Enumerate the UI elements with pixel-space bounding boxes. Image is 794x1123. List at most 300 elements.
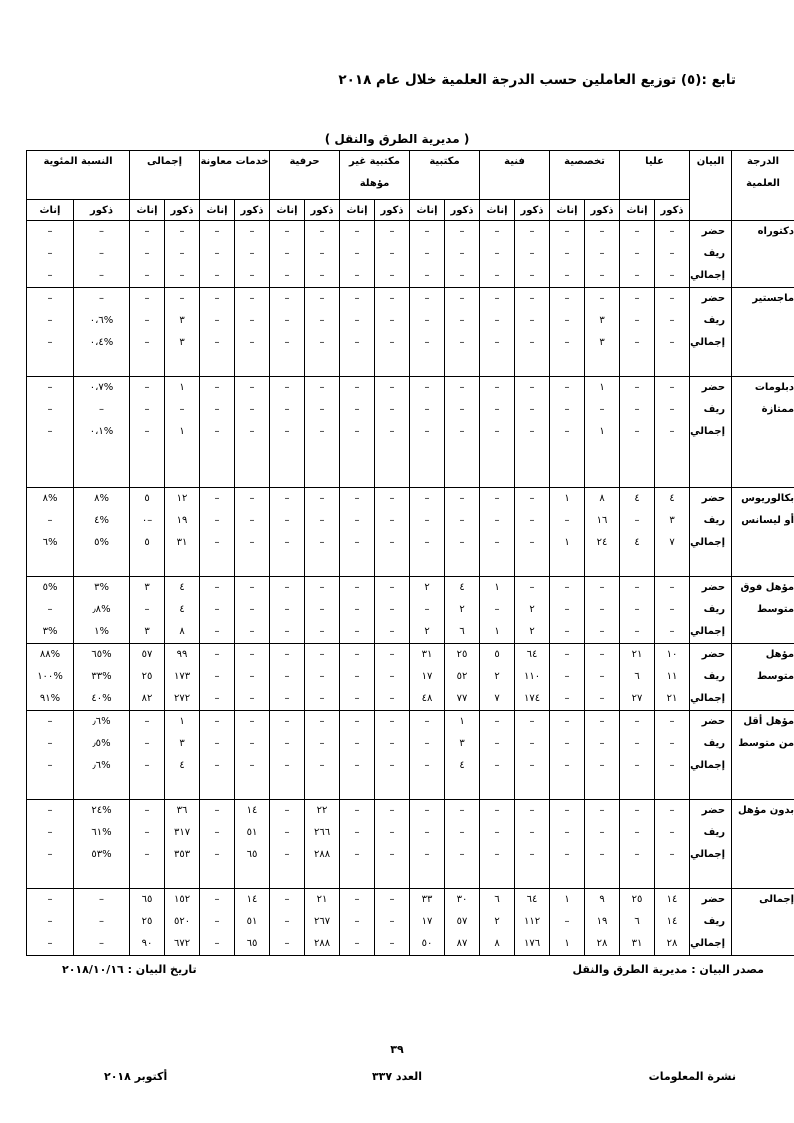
- cell-value: ٢: [459, 604, 465, 615]
- cell-value: –: [144, 226, 150, 237]
- value-cell: [130, 288, 165, 377]
- cell-value: –: [529, 515, 535, 526]
- cell-value: ١: [494, 626, 500, 637]
- table-row: [27, 800, 794, 889]
- group-header-row: [27, 151, 794, 200]
- cell-value: –: [634, 270, 640, 281]
- value-cell: [305, 288, 340, 377]
- cell-value: ٣: [599, 315, 605, 326]
- area-label: إجمالي: [690, 760, 726, 771]
- cell-value: –: [284, 827, 290, 838]
- value-cell: [620, 711, 655, 800]
- value-cell: [340, 644, 375, 711]
- value-cell: [620, 577, 655, 644]
- value-cell: [130, 488, 165, 577]
- cell-value: –: [284, 248, 290, 259]
- cell-value: –: [389, 337, 395, 348]
- female-header: إناث: [620, 200, 655, 221]
- value-cell: [270, 711, 305, 800]
- male-header: ذكور: [445, 200, 480, 221]
- cell-value: –: [354, 649, 360, 660]
- area-label: إجمالي: [690, 849, 726, 860]
- cell-value: –: [459, 315, 465, 326]
- cell-value: –: [529, 805, 535, 816]
- cell-value: –: [284, 760, 290, 771]
- cell-value: ٤: [459, 582, 465, 593]
- cell-value: –: [564, 270, 570, 281]
- cell-value: –: [424, 827, 430, 838]
- cell-value: –: [564, 337, 570, 348]
- cell-value: –: [354, 827, 360, 838]
- value-cell: [305, 377, 340, 488]
- group-header: عليا: [620, 151, 690, 200]
- female-header: إناث: [480, 200, 515, 221]
- cell-value: ٢٥: [141, 671, 153, 682]
- value-cell: [480, 889, 515, 956]
- cell-value: –: [564, 404, 570, 415]
- cell-value: –: [354, 894, 360, 905]
- cell-value: –: [529, 293, 535, 304]
- cell-value: ١: [564, 493, 570, 504]
- cell-value: ٧: [494, 693, 500, 704]
- cell-value: –: [669, 337, 675, 348]
- cell-value: ١٧: [421, 916, 433, 927]
- cell-value: –: [47, 716, 53, 727]
- cell-value: ١٤: [246, 805, 258, 816]
- degree-cell: ماجستير: [732, 288, 794, 377]
- cell-value: –: [599, 716, 605, 727]
- value-cell: [27, 288, 74, 377]
- cell-value: –: [564, 805, 570, 816]
- cell-value: –: [249, 293, 255, 304]
- cell-value: –: [319, 671, 325, 682]
- male-header: ذكور: [515, 200, 550, 221]
- value-cell: [445, 377, 480, 488]
- cell-value: ٢٥: [631, 894, 643, 905]
- cell-value: –: [354, 604, 360, 615]
- cell-value: –: [144, 404, 150, 415]
- value-cell: [550, 711, 585, 800]
- cell-value: –: [494, 293, 500, 304]
- cell-value: –: [144, 760, 150, 771]
- employees-table: [26, 150, 794, 956]
- area-label: حضر: [701, 805, 726, 816]
- cell-value: –: [389, 404, 395, 415]
- cell-value: –: [669, 226, 675, 237]
- page-number: ٣٩: [390, 1043, 404, 1056]
- value-cell: [585, 488, 620, 577]
- area-label: حضر: [701, 493, 726, 504]
- value-cell: [200, 800, 235, 889]
- cell-value: –: [284, 382, 290, 393]
- cell-value: –: [389, 693, 395, 704]
- cell-value: ١٧٤: [523, 693, 541, 704]
- cell-value: –: [284, 337, 290, 348]
- area-cell: [690, 377, 732, 488]
- cell-value: –: [634, 337, 640, 348]
- cell-value: –: [669, 760, 675, 771]
- value-cell: [550, 644, 585, 711]
- cell-value: –: [389, 916, 395, 927]
- cell-value: –: [424, 404, 430, 415]
- cell-value: %٥: [94, 537, 109, 548]
- cell-value: ٢٧٢: [173, 693, 191, 704]
- cell-value: –: [599, 404, 605, 415]
- cell-value: –: [494, 827, 500, 838]
- table-row: [27, 889, 794, 956]
- area-label: ريف: [703, 515, 726, 526]
- value-cell: [445, 221, 480, 288]
- value-cell: [74, 221, 130, 288]
- value-cell: [340, 288, 375, 377]
- area-label: حضر: [701, 894, 726, 905]
- cell-value: ٣: [144, 626, 150, 637]
- cell-value: –: [47, 426, 53, 437]
- cell-value: –: [529, 716, 535, 727]
- cell-value: ١٥٢: [173, 894, 191, 905]
- cell-value: %٣: [42, 626, 58, 637]
- cell-value: –: [354, 337, 360, 348]
- value-cell: [585, 377, 620, 488]
- cell-value: –: [634, 426, 640, 437]
- cell-value: ٥٢: [456, 671, 468, 682]
- cell-value: –: [99, 293, 105, 304]
- cell-value: –: [319, 226, 325, 237]
- cell-value: ٢٥: [456, 649, 468, 660]
- cell-value: –: [284, 582, 290, 593]
- cell-value: –: [529, 382, 535, 393]
- cell-value: –: [144, 248, 150, 259]
- value-cell: [165, 711, 200, 800]
- cell-value: –: [389, 315, 395, 326]
- value-cell: [270, 377, 305, 488]
- degree-cell: مؤهل متوسط: [732, 644, 794, 711]
- value-cell: [130, 800, 165, 889]
- cell-value: ٥٧: [456, 916, 468, 927]
- value-cell: [655, 221, 690, 288]
- cell-value: –: [634, 315, 640, 326]
- cell-value: ١٩: [176, 515, 188, 526]
- value-cell: [410, 644, 445, 711]
- cell-value: –: [319, 404, 325, 415]
- group-header: مكتبية غير مؤهلة: [340, 151, 410, 200]
- cell-value: ٥: [144, 537, 150, 548]
- cell-value: –: [389, 626, 395, 637]
- cell-value: –: [564, 738, 570, 749]
- value-cell: [165, 221, 200, 288]
- cell-value: –: [47, 382, 53, 393]
- degree-header: الدرجة العلمية: [732, 151, 794, 221]
- value-cell: [550, 577, 585, 644]
- value-cell: [655, 488, 690, 577]
- value-cell: [375, 221, 410, 288]
- cell-value: ٢٥: [141, 916, 153, 927]
- cell-value: ٢٨: [596, 938, 608, 949]
- cell-value: –: [214, 805, 220, 816]
- cell-value: –: [389, 827, 395, 838]
- cell-value: –: [319, 738, 325, 749]
- value-cell: [130, 221, 165, 288]
- degree-cell: مؤهل فوق متوسط: [732, 577, 794, 644]
- cell-value: %١٠٠: [37, 671, 63, 682]
- value-cell: [480, 800, 515, 889]
- value-cell: [585, 577, 620, 644]
- cell-value: –: [564, 248, 570, 259]
- cell-value: –: [389, 226, 395, 237]
- cell-value: –: [599, 827, 605, 838]
- cell-value: ٥٢٠: [173, 916, 191, 927]
- cell-value: –: [319, 315, 325, 326]
- value-cell: [445, 711, 480, 800]
- area-cell: [690, 488, 732, 577]
- value-cell: [445, 644, 480, 711]
- cell-value: ٦: [634, 671, 640, 682]
- area-label: حضر: [701, 226, 726, 237]
- cell-value: –: [459, 493, 465, 504]
- cell-value: ٢٨٨: [313, 849, 331, 860]
- cell-value: ٥١: [246, 916, 258, 927]
- cell-value: ١: [494, 582, 500, 593]
- degree-cell: مؤهل أقل من متوسط: [732, 711, 794, 800]
- cell-value: –: [214, 493, 220, 504]
- cell-value: –: [319, 248, 325, 259]
- value-cell: [550, 221, 585, 288]
- cell-value: –: [459, 270, 465, 281]
- cell-value: ٢: [529, 604, 535, 615]
- area-cell: [690, 889, 732, 956]
- cell-value: ٣: [179, 315, 185, 326]
- cell-value: –: [389, 270, 395, 281]
- cell-value: –: [214, 582, 220, 593]
- cell-value: –: [319, 693, 325, 704]
- degree-cell: بدون مؤهل: [732, 800, 794, 889]
- cell-value: –: [599, 760, 605, 771]
- cell-value: –: [249, 716, 255, 727]
- cell-value: –: [564, 226, 570, 237]
- cell-value: ٥٧: [141, 649, 153, 660]
- cell-value: –: [669, 849, 675, 860]
- cell-value: –: [249, 738, 255, 749]
- female-header: إناث: [270, 200, 305, 221]
- cell-value: –: [284, 938, 290, 949]
- cell-value: –: [634, 582, 640, 593]
- cell-value: –: [599, 626, 605, 637]
- cell-value: –: [47, 738, 53, 749]
- cell-value: ١: [564, 938, 570, 949]
- area-label: ريف: [703, 671, 726, 682]
- cell-value: ٤: [669, 493, 675, 504]
- cell-value: –: [214, 404, 220, 415]
- value-cell: [515, 488, 550, 577]
- value-cell: [165, 488, 200, 577]
- cell-value: ٤٨: [421, 693, 433, 704]
- cell-value: –: [354, 515, 360, 526]
- cell-value: –: [284, 805, 290, 816]
- value-cell: [305, 221, 340, 288]
- cell-value: –: [564, 515, 570, 526]
- value-cell: [515, 711, 550, 800]
- cell-value: –: [319, 382, 325, 393]
- cell-value: –: [494, 537, 500, 548]
- cell-value: –: [144, 382, 150, 393]
- cell-value: –: [634, 716, 640, 727]
- cell-value: –: [214, 293, 220, 304]
- table-row: [27, 377, 794, 488]
- cell-value: –: [354, 849, 360, 860]
- cell-value: –: [669, 604, 675, 615]
- value-cell: [235, 488, 270, 577]
- value-cell: [305, 488, 340, 577]
- cell-value: –: [214, 226, 220, 237]
- cell-value: ١: [599, 426, 605, 437]
- male-header: ذكور: [585, 200, 620, 221]
- cell-value: –: [354, 382, 360, 393]
- value-cell: [410, 889, 445, 956]
- cell-value: ٩: [599, 894, 605, 905]
- area-label: ريف: [703, 404, 726, 415]
- cell-value: –: [284, 515, 290, 526]
- cell-value: –: [529, 827, 535, 838]
- cell-value: ١: [564, 537, 570, 548]
- cell-value: –: [634, 382, 640, 393]
- cell-value: %٩١: [39, 693, 61, 704]
- cell-value: –: [354, 693, 360, 704]
- cell-value: –: [319, 649, 325, 660]
- cell-value: –: [494, 716, 500, 727]
- area-cell: [690, 711, 732, 800]
- cell-value: %٨: [42, 493, 58, 504]
- cell-value: ٢٦٧: [313, 916, 331, 927]
- cell-value: –: [599, 805, 605, 816]
- cell-value: –: [214, 337, 220, 348]
- table-row: [27, 221, 794, 288]
- value-cell: [410, 800, 445, 889]
- cell-value: –: [599, 738, 605, 749]
- cell-value: ٣: [179, 337, 185, 348]
- value-cell: [585, 221, 620, 288]
- cell-value: –: [389, 716, 395, 727]
- value-cell: [620, 644, 655, 711]
- cell-value: –: [459, 337, 465, 348]
- cell-value: ٤: [179, 582, 185, 593]
- cell-value: –: [249, 626, 255, 637]
- cell-value: –: [249, 693, 255, 704]
- cell-value: –: [99, 938, 105, 949]
- cell-value: –: [354, 493, 360, 504]
- group-header: إجمالى: [130, 151, 200, 200]
- cell-value: –: [144, 716, 150, 727]
- cell-value: ٣: [599, 337, 605, 348]
- cell-value: –: [424, 515, 430, 526]
- cell-value: –: [459, 805, 465, 816]
- area-label: حضر: [701, 382, 726, 393]
- cell-value: ٣: [669, 515, 675, 526]
- cell-value: –: [214, 760, 220, 771]
- value-cell: [480, 288, 515, 377]
- cell-value: –: [47, 293, 53, 304]
- cell-value: –: [47, 938, 53, 949]
- cell-value: –: [249, 582, 255, 593]
- degree-cell: دكتوراه: [732, 221, 794, 288]
- cell-value: –: [284, 537, 290, 548]
- cell-value: –: [47, 270, 53, 281]
- cell-value: ٢٨٨: [313, 938, 331, 949]
- value-cell: [130, 577, 165, 644]
- cell-value: –: [249, 404, 255, 415]
- value-cell: [74, 889, 130, 956]
- cell-value: –: [459, 293, 465, 304]
- value-cell: [305, 577, 340, 644]
- value-cell: [74, 577, 130, 644]
- area-label: حضر: [701, 582, 726, 593]
- value-cell: [305, 644, 340, 711]
- cell-value: –: [319, 270, 325, 281]
- value-cell: [340, 377, 375, 488]
- cell-value: –: [249, 248, 255, 259]
- cell-value: –: [459, 849, 465, 860]
- cell-value: –: [529, 426, 535, 437]
- value-cell: [515, 800, 550, 889]
- cell-value: ١: [179, 426, 185, 437]
- cell-value: –: [214, 693, 220, 704]
- value-cell: [340, 711, 375, 800]
- value-cell: [445, 288, 480, 377]
- area-label: ريف: [703, 248, 726, 259]
- value-cell: [550, 889, 585, 956]
- cell-value: –: [214, 827, 220, 838]
- cell-value: ٤: [634, 493, 640, 504]
- cell-value: –: [319, 426, 325, 437]
- cell-value: –: [389, 582, 395, 593]
- cell-value: ٩٠: [141, 938, 153, 949]
- cell-value: ٢١: [666, 693, 678, 704]
- cell-value: –: [564, 426, 570, 437]
- value-cell: [585, 288, 620, 377]
- cell-value: –: [47, 916, 53, 927]
- cell-value: –: [424, 760, 430, 771]
- value-cell: [27, 577, 74, 644]
- cell-value: –: [424, 426, 430, 437]
- area-cell: [690, 800, 732, 889]
- cell-value: –: [144, 805, 150, 816]
- cell-value: –: [564, 626, 570, 637]
- cell-value: ٨: [179, 626, 185, 637]
- issue-month: أكتوبر ٢٠١٨: [104, 1070, 168, 1083]
- male-header: ذكور: [235, 200, 270, 221]
- cell-value: –: [354, 760, 360, 771]
- value-cell: [375, 889, 410, 956]
- value-cell: [585, 889, 620, 956]
- value-cell: [480, 221, 515, 288]
- value-cell: [515, 889, 550, 956]
- cell-value: –: [214, 426, 220, 437]
- value-cell: [340, 488, 375, 577]
- cell-value: ١: [179, 716, 185, 727]
- cell-value: –: [599, 849, 605, 860]
- cell-value: –: [99, 404, 105, 415]
- cell-value: –: [564, 916, 570, 927]
- value-cell: [305, 889, 340, 956]
- group-header: مكتبية: [410, 151, 480, 200]
- cell-value: ٢: [424, 582, 430, 593]
- cell-value: %٫٥: [92, 738, 111, 749]
- cell-value: ٣: [144, 582, 150, 593]
- cell-value: –: [634, 827, 640, 838]
- cell-value: ٢٧: [631, 693, 643, 704]
- cell-value: –: [669, 738, 675, 749]
- cell-value: –: [564, 849, 570, 860]
- cell-value: –: [319, 604, 325, 615]
